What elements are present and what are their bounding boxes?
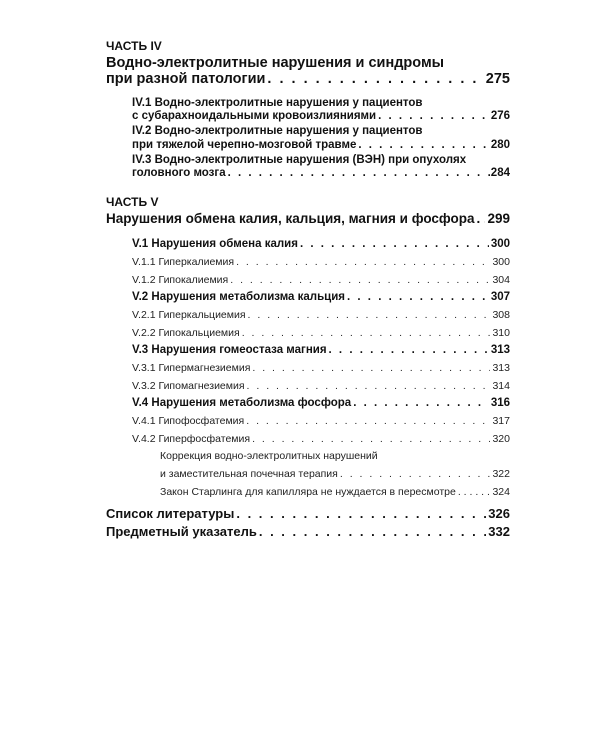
leader-dots <box>246 416 490 427</box>
part-5-label: ЧАСТЬ V <box>106 195 159 209</box>
leader-dots <box>247 381 491 392</box>
leader-dots <box>236 507 486 520</box>
leader-dots <box>252 434 490 445</box>
extra-2-row[interactable] <box>160 487 510 498</box>
entry-page: 332 <box>488 524 510 539</box>
part-4-page: 275 <box>485 71 510 87</box>
backmatter-references[interactable] <box>106 507 510 520</box>
leader-dots <box>477 212 486 226</box>
entry-label: V.1.1 Гиперкалиемия <box>132 256 235 268</box>
entry-label: V.2 Нарушения метаболизма кальция <box>132 291 346 303</box>
entry-iv3-page: .284 <box>487 167 510 179</box>
part-5-title: Нарушения обмена калия, кальция, магния и фосфора <box>106 211 475 226</box>
entry-v2[interactable] <box>132 292 510 304</box>
leader-dots <box>347 292 489 304</box>
entry-v4[interactable] <box>132 398 510 410</box>
leader-dots <box>353 398 489 410</box>
entry-page: 300 <box>490 238 510 250</box>
entry-label: V.4.1 Гипофосфатемия <box>132 415 245 427</box>
entry-label: Предметный указатель <box>106 524 257 539</box>
entry-iv3-line1: IV.3 Водно-электролитные нарушения (ВЭН) при опухолях <box>132 154 467 166</box>
entry-iv2-page: 280 <box>490 139 510 151</box>
leader-dots <box>259 525 486 538</box>
entry-v41[interactable] <box>132 416 510 427</box>
entry-label: V.1 Нарушения обмена калия <box>132 238 298 250</box>
entry-label: V.4 Нарушения метаболизма фосфора <box>132 397 352 409</box>
entry-v42[interactable] <box>132 434 510 445</box>
leader-dots <box>248 310 491 321</box>
leader-dots <box>300 239 489 251</box>
entry-page: 317 <box>492 415 510 427</box>
entry-page: 314 <box>492 380 510 392</box>
extra-1-line1: Коррекция водно-электролитных нарушений <box>160 450 378 462</box>
entry-page: 304 <box>492 274 510 286</box>
entry-v21[interactable] <box>132 310 510 321</box>
extra-2-label: Закон Старлинга для капилляра не нуждается в пересмотре <box>160 486 456 498</box>
entry-v32[interactable] <box>132 381 510 392</box>
entry-v11[interactable] <box>132 257 510 268</box>
part-5-title-row[interactable] <box>106 212 510 226</box>
extra-1-page: 322 <box>492 468 510 480</box>
entry-iv1-line1: IV.1 Водно-электролитные нарушения у пациентов <box>132 97 423 109</box>
part-4-title-line1: Водно-электролитные нарушения и синдромы <box>106 55 445 71</box>
entry-page: 310 <box>492 327 510 339</box>
backmatter-index[interactable] <box>106 525 510 538</box>
entry-page: 326 <box>488 506 510 521</box>
leader-dots <box>329 345 489 357</box>
entry-iv3-row[interactable] <box>132 168 510 180</box>
entry-page: 313 <box>492 362 510 374</box>
leader-dots <box>230 275 490 286</box>
entry-iv2-row[interactable] <box>132 140 510 152</box>
leader-dots <box>458 487 491 498</box>
entry-label: V.2.1 Гиперкальциемия <box>132 309 246 321</box>
entry-v1[interactable] <box>132 239 510 251</box>
extra-1-row[interactable] <box>160 469 510 480</box>
entry-v22[interactable] <box>132 328 510 339</box>
leader-dots <box>378 111 489 123</box>
extra-2-page: 324 <box>492 486 510 498</box>
entry-label: V.1.2 Гипокалиемия <box>132 274 229 286</box>
leader-dots <box>358 140 488 152</box>
entry-page: 300 <box>492 256 510 268</box>
entry-iv1-row[interactable] <box>132 111 510 123</box>
entry-iv3-line2: головного мозга <box>132 167 226 179</box>
extra-1-line2: и заместительная почечная терапия <box>160 468 338 480</box>
entry-page: 307 <box>490 291 510 303</box>
entry-iv2-line2: при тяжелой черепно-мозговой травме <box>132 139 357 151</box>
leader-dots <box>252 363 490 374</box>
entry-label: V.3.1 Гипермагнезиемия <box>132 362 251 374</box>
leader-dots <box>267 72 483 87</box>
entry-page: 313 <box>490 344 510 356</box>
leader-dots <box>242 328 491 339</box>
entry-label: V.3.2 Гипомагнезиемия <box>132 380 245 392</box>
entry-page: 308 <box>492 309 510 321</box>
entry-v12[interactable] <box>132 275 510 286</box>
leader-dots <box>236 257 490 268</box>
part-4-title-row[interactable] <box>106 72 510 87</box>
part-4-title-line2: при разной патологии <box>106 71 266 87</box>
entry-page: 316 <box>490 397 510 409</box>
entry-page: 320 <box>492 433 510 445</box>
entry-iv2-line1: IV.2 Водно-электролитные нарушения у пациентов <box>132 125 423 137</box>
leader-dots <box>340 469 491 480</box>
entry-v31[interactable] <box>132 363 510 374</box>
entry-iv1-page: 276 <box>490 110 510 122</box>
entry-iv1-line2: с субарахноидальными кровоизлияниями <box>132 110 377 122</box>
entry-label: V.3 Нарушения гомеостаза магния <box>132 344 327 356</box>
entry-label: Список литературы <box>106 506 235 521</box>
entry-v3[interactable] <box>132 345 510 357</box>
entry-label: V.4.2 Гиперфосфатемия <box>132 433 251 445</box>
part-4-label: ЧАСТЬ IV <box>106 39 162 53</box>
leader-dots <box>228 168 486 180</box>
part-5-page: 299 <box>487 211 510 226</box>
entry-label: V.2.2 Гипокальциемия <box>132 327 240 339</box>
